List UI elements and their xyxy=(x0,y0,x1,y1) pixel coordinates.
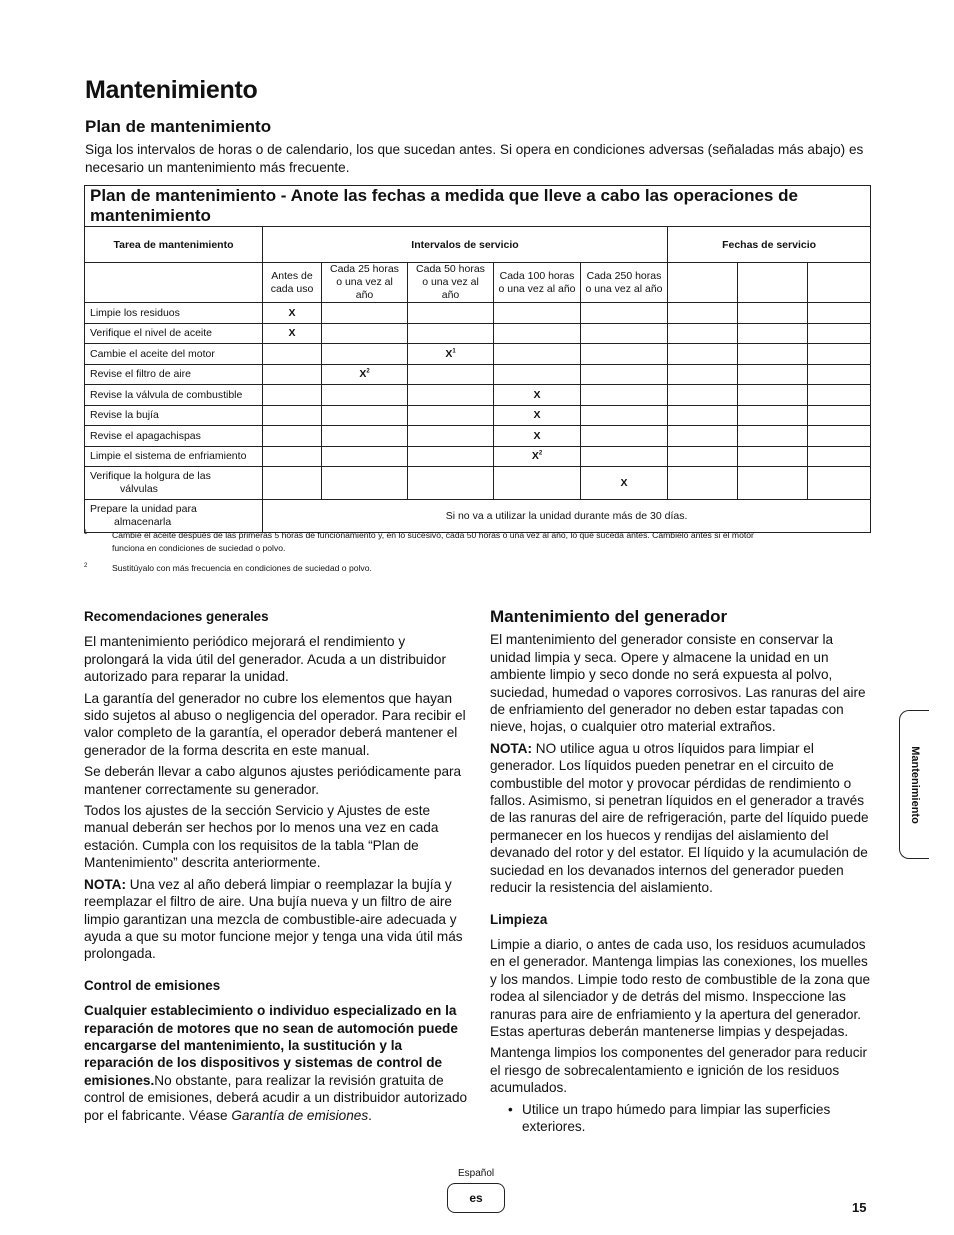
service-date-cell xyxy=(668,263,738,303)
maintenance-table xyxy=(84,185,871,533)
plan-heading: Plan de mantenimiento xyxy=(85,117,272,136)
interval-mark: $X^2$ xyxy=(494,446,581,467)
language-label: Español xyxy=(458,1168,495,1179)
service-date-cell xyxy=(808,385,871,406)
service-date-cell xyxy=(668,303,738,324)
task-cell: Prepare la unidad para almacenarla xyxy=(85,500,263,533)
task-cell: Verifique la holgura de las válvulas xyxy=(85,467,263,500)
task-cell: Revise el apagachispas xyxy=(85,426,263,447)
col-header-task: Tarea de mantenimiento xyxy=(85,227,263,263)
interval-mark xyxy=(408,405,494,426)
task-cell: Limpie los residuos xyxy=(85,303,263,324)
cleaning-bullet: • Utilice un trapo húmedo para limpiar las superficies exteriores. xyxy=(508,1101,831,1134)
table-row xyxy=(85,405,871,426)
interval-mark xyxy=(408,467,494,500)
interval-mark xyxy=(494,323,581,344)
table-row xyxy=(85,323,871,344)
task-cell: Limpie el sistema de enfriamiento xyxy=(85,446,263,467)
storage-note: Si no va a utilizar la unidad durante más de 30 días. xyxy=(263,500,871,533)
interval-mark xyxy=(581,323,668,344)
interval-mark xyxy=(263,385,322,406)
service-date-cell xyxy=(738,323,808,344)
table-row xyxy=(85,303,871,324)
task-cell: Revise la válvula de combustible xyxy=(85,385,263,406)
general-p4: Todos los ajustes de la sección Servicio y Ajustes de este manual deberán ser hechos por lo menos una vez en cada estación. Cumpla con los requisitos de la tabla “Plan de Mantenimiento” descrita anteriormente. xyxy=(84,803,439,871)
service-date-cell xyxy=(738,263,808,303)
service-date-cell xyxy=(808,467,871,500)
interval-mark xyxy=(581,426,668,447)
interval-mark xyxy=(322,323,408,344)
interval-header: Cada 25 horas o una vez al año xyxy=(322,263,408,303)
interval-mark: X xyxy=(581,467,668,500)
interval-mark xyxy=(322,446,408,467)
table-row xyxy=(85,467,871,500)
generator-heading: Mantenimiento del generador xyxy=(490,607,728,626)
table-row xyxy=(85,446,871,467)
interval-mark: X xyxy=(494,385,581,406)
task-cell: Revise el filtro de aire xyxy=(85,364,263,385)
interval-header-row xyxy=(85,263,871,303)
service-date-cell xyxy=(738,344,808,365)
cleaning-p2: Mantenga limpios los componentes del generador para reducir el riesgo de sobrecalentamiento e ignición de los residuos acumulados. xyxy=(490,1045,868,1096)
task-cell: Revise la bujía xyxy=(85,405,263,426)
generator-p1: El mantenimiento del generador consiste en conservar la unidad limpia y seca. Opere y almacene la unidad en un ambiente limpio y seco donde no será expuesta al polvo, suciedad, humedad o vapores corrosivos. Las ranuras del aire de enfriamiento del generador no deben estar tapadas con nieve, hojas, o cualquier otro material extraños. xyxy=(490,632,866,735)
service-date-cell xyxy=(738,364,808,385)
language-badge: es xyxy=(447,1183,505,1213)
service-date-cell xyxy=(668,426,738,447)
interval-mark: X xyxy=(494,405,581,426)
interval-mark xyxy=(322,303,408,324)
plan-intro: Siga los intervalos de horas o de calendario, los que sucedan antes. Si opera en condiciones adversas (señaladas más abajo) es necesario un mantenimiento más frecuente. xyxy=(85,142,864,175)
interval-mark xyxy=(494,344,581,365)
service-date-cell xyxy=(738,385,808,406)
table-row xyxy=(85,426,871,447)
table-row xyxy=(85,500,871,533)
general-p1: El mantenimiento periódico mejorará el rendimiento y prolongará la vida útil del generador. Acuda a un distribuidor autorizado para reparar la unidad. xyxy=(84,634,446,685)
interval-mark xyxy=(408,426,494,447)
task-cell: Cambie el aceite del motor xyxy=(85,344,263,365)
interval-mark: X xyxy=(263,303,322,324)
table-row xyxy=(85,364,871,385)
page-title: Mantenimiento xyxy=(85,76,258,104)
page-number: 15 xyxy=(852,1200,867,1215)
interval-mark xyxy=(408,303,494,324)
interval-mark xyxy=(581,303,668,324)
interval-header: Cada 100 horas o una vez al año xyxy=(494,263,581,303)
interval-mark: $X^2$ xyxy=(322,364,408,385)
col-header-intervals: Intervalos de servicio xyxy=(263,227,668,263)
right-column xyxy=(490,608,872,1139)
service-date-cell xyxy=(668,446,738,467)
generator-note: NOTA: NO utilice agua u otros líquidos para limpiar el generador. Los líquidos pueden penetrar en el circuito de combustible del motor y provocar pérdidas de rendimiento o fallos. Asimismo, si penetran líquidos en el generador a través de las ranuras del aire de refrigeración, parte del líquido puede permanecer en los huecos y rendijas del aislamiento del devanado del rotor y del estator. El líquido y la acumulación de suciedad en los devanados internos del generador pueden reducir la resistencia del aislamiento. xyxy=(490,740,869,896)
interval-mark xyxy=(581,385,668,406)
interval-mark xyxy=(263,446,322,467)
service-date-cell xyxy=(808,263,871,303)
interval-mark xyxy=(263,426,322,447)
interval-mark xyxy=(581,446,668,467)
emissions-heading: Control de emisiones xyxy=(84,977,221,993)
section-tab: Mantenimiento xyxy=(899,710,929,859)
table-title: Plan de mantenimiento - Anote las fechas a medida que lleve a cabo las operaciones de mantenimiento xyxy=(85,186,871,227)
general-heading: Recomendaciones generales xyxy=(84,609,269,624)
interval-mark xyxy=(494,364,581,385)
service-date-cell xyxy=(738,303,808,324)
service-date-cell xyxy=(808,405,871,426)
service-date-cell xyxy=(738,446,808,467)
table-row xyxy=(85,385,871,406)
interval-mark xyxy=(581,405,668,426)
interval-mark xyxy=(322,405,408,426)
interval-mark xyxy=(581,364,668,385)
service-date-cell xyxy=(808,303,871,324)
service-date-cell xyxy=(808,344,871,365)
bullet-icon: • xyxy=(508,1101,513,1117)
service-date-cell xyxy=(668,385,738,406)
interval-mark xyxy=(581,344,668,365)
interval-mark xyxy=(263,344,322,365)
interval-mark xyxy=(408,446,494,467)
interval-mark: X xyxy=(494,426,581,447)
interval-mark xyxy=(322,426,408,447)
interval-mark: $X^1$ xyxy=(408,344,494,365)
interval-header: Cada 50 horas o una vez al año xyxy=(408,263,494,303)
cleaning-heading: Limpieza xyxy=(490,911,548,927)
table-row xyxy=(85,344,871,365)
interval-mark xyxy=(322,385,408,406)
general-p3: Se deberán llevar a cabo algunos ajustes periódicamente para mantener correctamente su generador. xyxy=(84,764,462,797)
interval-mark xyxy=(494,467,581,500)
service-date-cell xyxy=(738,405,808,426)
task-cell: Verifique el nivel de aceite xyxy=(85,323,263,344)
interval-mark: X xyxy=(263,323,322,344)
service-date-cell xyxy=(668,405,738,426)
interval-mark xyxy=(408,364,494,385)
service-date-cell xyxy=(808,426,871,447)
interval-mark xyxy=(494,303,581,324)
interval-mark xyxy=(263,405,322,426)
service-date-cell xyxy=(738,426,808,447)
interval-mark xyxy=(322,467,408,500)
general-p2: La garantía del generador no cubre los elementos que hayan sido sujetos al abuso o negligencia del operador. Para recibir el valor completo de la garantía, el operador deberá mantener el generador de la forma descrita en este manual. xyxy=(84,690,466,758)
service-date-cell xyxy=(808,364,871,385)
service-date-cell xyxy=(668,344,738,365)
service-date-cell xyxy=(738,467,808,500)
interval-mark xyxy=(408,385,494,406)
service-date-cell xyxy=(808,446,871,467)
interval-header: Antes de cada uso xyxy=(263,263,322,303)
service-date-cell xyxy=(668,323,738,344)
service-date-cell xyxy=(808,323,871,344)
general-note: NOTA: Una vez al año deberá limpiar o reemplazar la bujía y reemplazar el filtro de aire. Una bujía nueva y un filtro de aire limpio garantizan una mezcla de combustible-aire adecuada y ayuda a que su motor funcione mejor y tenga una vida útil más prolongada. xyxy=(84,876,463,962)
service-date-cell xyxy=(668,467,738,500)
cleaning-p1: Limpie a diario, o antes de cada uso, los residuos acumulados en el generador. Mantenga limpias las conexiones, los muelles y los mandos. Limpie todo resto de combustible de la zona que rodea al silenciador y de detrás del mismo. Inspeccione las ranuras para aire de enfriamiento y la apertura del generador. Estas aperturas deberán mantenerse limpias y despejadas. xyxy=(490,936,871,1039)
left-column xyxy=(84,608,469,1128)
interval-mark xyxy=(322,344,408,365)
col-header-dates: Fechas de servicio xyxy=(668,227,871,263)
interval-header: Cada 250 horas o una vez al año xyxy=(581,263,668,303)
emissions-text: Cualquier establecimiento o individuo especializado en la reparación de motores que no sean de automoción puede encargarse del mantenimiento, la sustitución y la reparación de los dispositivos y sistemas de control de emisiones.No obstante, para realizar la revisión gratuita de control de emisiones, deberá acudir a un distribuidor autorizado por el fabricante. Véase Garantía de emisiones. xyxy=(84,1003,468,1123)
interval-mark xyxy=(263,467,322,500)
interval-mark xyxy=(263,364,322,385)
service-date-cell xyxy=(668,364,738,385)
interval-mark xyxy=(408,323,494,344)
